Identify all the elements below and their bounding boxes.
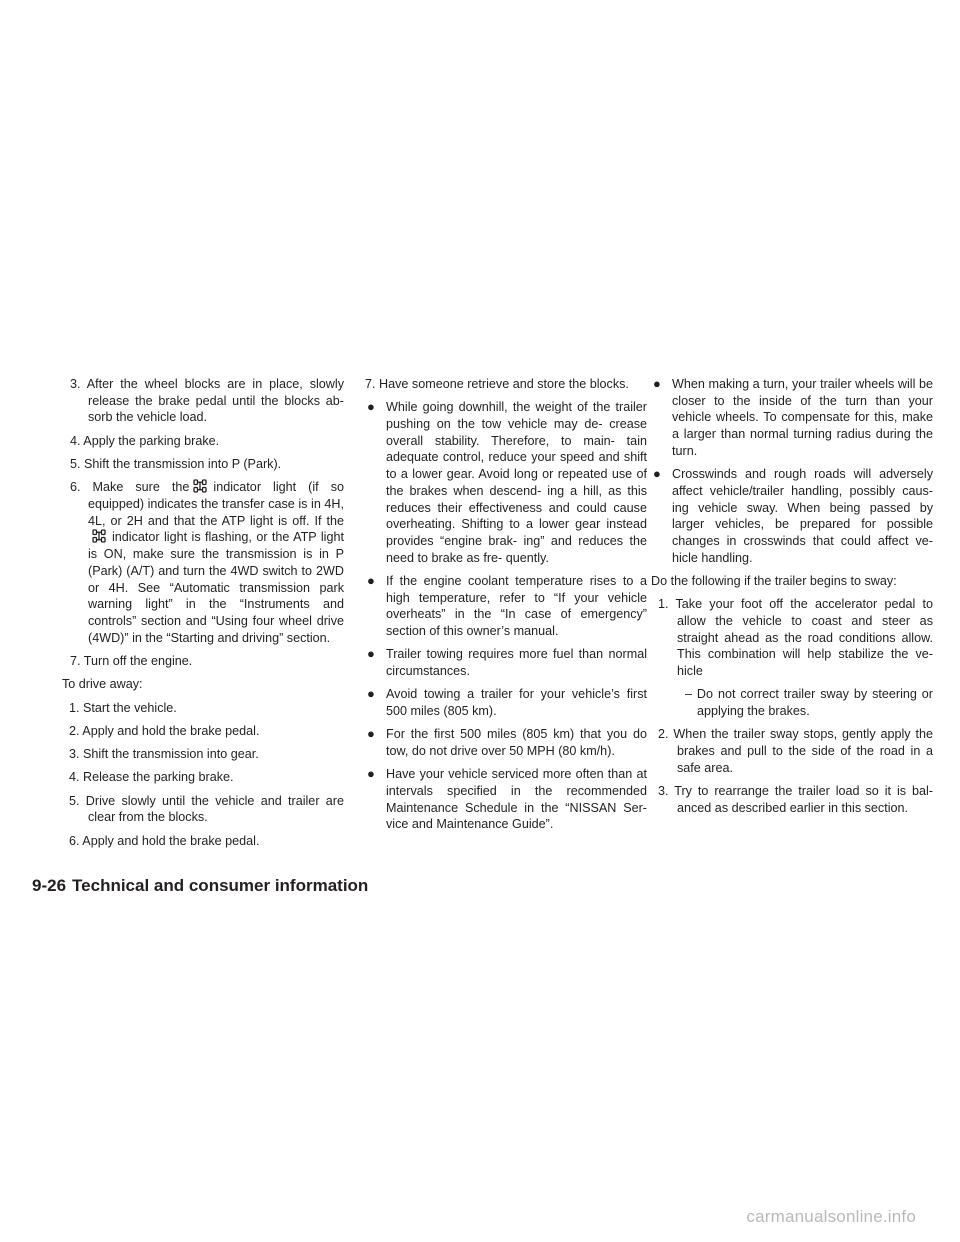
- page-footer: [32, 876, 368, 896]
- bullet-text: While going downhill, the weight of the trailer pushing on the tow vehicle may de- crease overall stability. Therefore, to main- tain adequate control, reduce your speed and shift to a lower gear. Avoid long or repeated use of the brakes when descend- ing a hill, as this reduces their effectiveness and could cause overheating. Shifting to a lower gear instead provides “engine brak- ing” and reduces the need to brake as fre- quently.: [386, 400, 647, 565]
- bullet-text: Have your vehicle serviced more often than at intervals specified in the recommended Maintenance Schedule in the “NISSAN Ser- vice and Maintenance Guide”.: [386, 767, 647, 832]
- right-column: [651, 376, 933, 823]
- drive-step-7: 7. Have someone retrieve and store the blocks.: [365, 377, 629, 391]
- drive-step-3: 3. Shift the transmission into gear.: [69, 747, 259, 762]
- bullet-text: When making a turn, your trailer wheels will be closer to the inside of the turn than your vehicle wheels. To compensate for this, make a larger than normal turning radius during the turn.: [672, 377, 933, 458]
- bullet-icon: ●: [367, 766, 375, 782]
- bullet-icon: ●: [367, 646, 375, 662]
- bullet-item: [365, 399, 647, 566]
- bullet-text: If the engine coolant temperature rises to a high temperature, refer to “If your vehicle overheats” in the “In case of emergency” section of this owner’s manual.: [386, 573, 647, 639]
- bullet-item: [365, 646, 647, 679]
- sway-heading: Do the following if the trailer begins to sway:: [651, 573, 897, 588]
- bullet-item: [365, 766, 647, 833]
- bullet-icon: ●: [367, 572, 375, 588]
- drive-step-5: 5. Drive slowly until the vehicle and trailer are clear from the blocks.: [69, 793, 344, 825]
- bullet-item: [365, 573, 647, 640]
- step-6-part-a: 6. Make sure the: [70, 480, 190, 495]
- sway-step-1-note: – Do not correct trailer sway by steering or applying the brakes.: [685, 687, 933, 719]
- bullet-icon: ●: [367, 399, 375, 415]
- drive-step-2: 2. Apply and hold the brake pedal.: [69, 723, 260, 738]
- bullet-item: [365, 686, 647, 719]
- watermark: carmanualsonline.info: [746, 1207, 916, 1226]
- section-title: Technical and consumer information: [72, 876, 369, 895]
- left-column: [62, 376, 344, 856]
- step-6-part-b: indicator light (if so equipped) indicates the transfer case is in 4H, 4L, or 2H and that the ATP light is off. If the: [88, 480, 344, 528]
- bullet-text: Crosswinds and rough roads will adversely affect vehicle/trailer handling, possibly caus- ing vehicle sway. When being passed by larger vehicles, be prepared for possible changes in crosswinds that could affect ve- hicle handling.: [672, 467, 933, 565]
- middle-column: [365, 376, 647, 840]
- step-3: 3. After the wheel blocks are in place, slowly release the brake pedal until the blocks ab- sorb the vehicle load.: [70, 377, 344, 425]
- page-number: 9-26: [32, 876, 67, 895]
- sway-step-1: 1. Take your foot off the accelerator pedal to allow the vehicle to coast and steer as straight ahead as the road conditions allow. This combination will help stabilize the ve- hicle: [658, 597, 933, 679]
- bullet-item: [651, 466, 933, 566]
- bullet-icon: ●: [653, 466, 661, 482]
- bullet-icon: ●: [367, 726, 375, 742]
- bullet-text: Trailer towing requires more fuel than normal circumstances.: [386, 647, 647, 679]
- drive-step-6: 6. Apply and hold the brake pedal.: [69, 833, 260, 848]
- drive-step-4: 4. Release the parking brake.: [69, 770, 234, 785]
- 4wd-indicator-icon: [193, 479, 207, 493]
- bullet-text: For the first 500 miles (805 km) that you do tow, do not drive over 50 MPH (80 km/h).: [386, 727, 647, 759]
- step-7: 7. Turn off the engine.: [70, 653, 193, 668]
- step-6: [62, 479, 344, 646]
- bullet-item: [365, 726, 647, 759]
- step-4: 4. Apply the parking brake.: [70, 433, 220, 448]
- drive-away-heading: To drive away:: [62, 677, 143, 692]
- 4wd-indicator-icon: [92, 529, 106, 543]
- step-5: 5. Shift the transmission into P (Park).: [70, 457, 282, 471]
- sway-step-3: 3. Try to rearrange the trailer load so it is bal- anced as described earlier in this section.: [658, 784, 933, 815]
- bullet-icon: ●: [367, 686, 375, 702]
- sway-step-2: 2. When the trailer sway stops, gently apply the brakes and pull to the side of the road in a safe area.: [658, 727, 933, 775]
- step-6-part-c: indicator light is flashing, or the ATP light is ON, make sure the transmission is in P (Park) (A/T) and turn the 4WD switch to 2WD or 4H. See “Automatic transmission park warning light” in the “Instruments and controls” section and “Using four wheel drive (4WD)” in the “Starting and driving” section.: [88, 530, 344, 645]
- bullet-item: [651, 376, 933, 460]
- drive-step-1: 1. Start the vehicle.: [69, 700, 177, 715]
- bullet-text: Avoid towing a trailer for your vehicle’s first 500 miles (805 km).: [386, 687, 647, 719]
- bullet-icon: ●: [653, 376, 661, 391]
